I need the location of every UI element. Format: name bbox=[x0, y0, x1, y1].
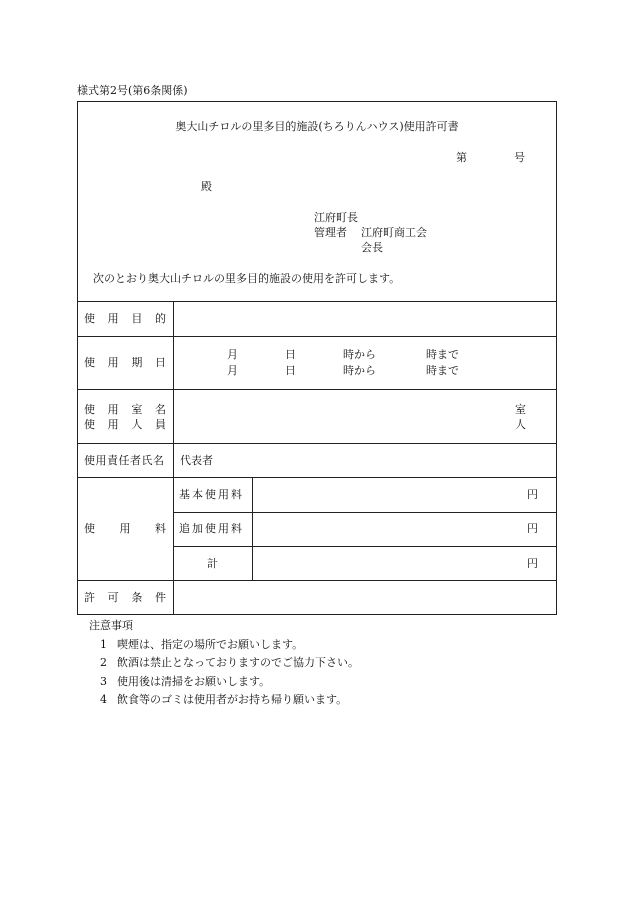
period-until-1: 時まで bbox=[426, 348, 459, 361]
issuer-role: 管理者 bbox=[314, 226, 347, 239]
label-char: 使 bbox=[84, 418, 95, 431]
label-char: 日 bbox=[154, 356, 166, 369]
rule bbox=[77, 336, 557, 337]
label-char: 許 bbox=[84, 591, 95, 604]
unit-basic-fee: 円 bbox=[527, 488, 538, 501]
rule bbox=[173, 512, 557, 513]
unit-people: 人 bbox=[515, 418, 526, 431]
label-fee bbox=[84, 523, 166, 534]
label-basic-fee: 基本使用料 bbox=[179, 488, 244, 501]
label-char: 使 bbox=[84, 403, 95, 416]
unit-additional-fee: 円 bbox=[527, 522, 538, 535]
unit-total-fee: 円 bbox=[527, 557, 538, 570]
label-purpose bbox=[84, 313, 166, 324]
note-text: 飲酒は禁止となっておりますのでご協力下さい。 bbox=[117, 656, 359, 669]
label-char: 用 bbox=[107, 418, 119, 431]
note-number: 4 bbox=[100, 693, 107, 706]
label-char: 件 bbox=[154, 591, 166, 604]
note-text: 飲食等のゴミは使用者がお持ち帰り願います。 bbox=[117, 693, 348, 706]
rule bbox=[173, 546, 557, 547]
rule bbox=[77, 477, 557, 478]
permit-statement: 次のとおり奥大山チロルの里多目的施設の使用を許可します。 bbox=[93, 272, 401, 285]
label-people-count bbox=[84, 419, 166, 430]
label-char: 人 bbox=[131, 418, 143, 431]
label-char: 用 bbox=[107, 312, 119, 325]
notes-heading: 注意事項 bbox=[89, 619, 133, 632]
label-room-name bbox=[84, 404, 166, 415]
number-dai: 第 bbox=[456, 151, 467, 164]
issuer-org: 江府町商工会 bbox=[361, 226, 427, 239]
label-responsible: 使用責任者氏名 bbox=[84, 454, 165, 467]
period-month-1: 月 bbox=[227, 348, 238, 361]
label-char: 用 bbox=[107, 356, 119, 369]
label-total-fee: 計 bbox=[207, 557, 218, 570]
label-char: 的 bbox=[154, 312, 166, 325]
note-text: 使用後は清掃をお願いします。 bbox=[117, 675, 271, 688]
label-period bbox=[84, 357, 166, 368]
label-char: 料 bbox=[155, 522, 166, 535]
rule bbox=[252, 477, 253, 580]
responsible-representative: 代表者 bbox=[180, 454, 213, 467]
label-char: 使 bbox=[84, 356, 95, 369]
issuer-mayor: 江府町長 bbox=[314, 211, 358, 224]
rule bbox=[77, 443, 557, 444]
period-month-2: 月 bbox=[227, 364, 238, 377]
label-char: 目 bbox=[131, 312, 143, 325]
note-number: 2 bbox=[100, 656, 107, 669]
period-from-1: 時から bbox=[343, 348, 376, 361]
label-char: 用 bbox=[119, 522, 131, 535]
rule bbox=[77, 301, 557, 302]
label-char: 室 bbox=[131, 403, 143, 416]
label-conditions bbox=[84, 592, 166, 603]
label-char: 名 bbox=[154, 403, 166, 416]
period-day-1: 日 bbox=[285, 348, 296, 361]
note-text: 喫煙は、指定の場所でお願いします。 bbox=[117, 638, 304, 651]
period-day-2: 日 bbox=[285, 364, 296, 377]
period-from-2: 時から bbox=[343, 364, 376, 377]
unit-room: 室 bbox=[515, 403, 526, 416]
label-char: 使 bbox=[84, 522, 95, 535]
rule bbox=[77, 580, 557, 581]
label-char: 可 bbox=[107, 591, 119, 604]
addressee-suffix: 殿 bbox=[201, 180, 212, 193]
document-title: 奥大山チロルの里多目的施設(ちろりんハウス)使用許可書 bbox=[175, 120, 459, 133]
period-until-2: 時まで bbox=[426, 364, 459, 377]
note-number: 1 bbox=[100, 638, 107, 651]
rule bbox=[173, 301, 174, 615]
label-char: 期 bbox=[131, 356, 143, 369]
label-additional-fee: 追加使用料 bbox=[179, 522, 244, 535]
note-number: 3 bbox=[100, 675, 107, 688]
form-number: 様式第2号(第6条関係) bbox=[77, 84, 188, 97]
issuer-title: 会長 bbox=[361, 241, 383, 254]
number-go: 号 bbox=[514, 151, 525, 164]
label-char: 員 bbox=[154, 418, 166, 431]
label-char: 条 bbox=[131, 591, 143, 604]
label-char: 用 bbox=[107, 403, 119, 416]
rule bbox=[77, 389, 557, 390]
label-char: 使 bbox=[84, 312, 95, 325]
